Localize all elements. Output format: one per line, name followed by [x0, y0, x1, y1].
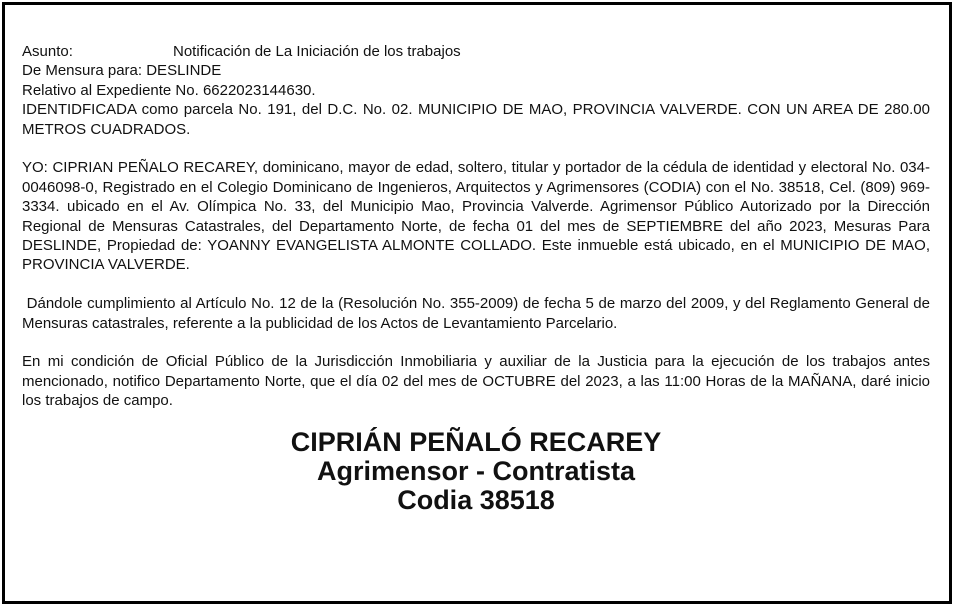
expediente-line: Relativo al Expediente No. 6622023144630.: [22, 81, 316, 99]
paragraph-compliance: [22, 294, 930, 333]
signature-title: Agrimensor - Contratista: [316, 455, 636, 486]
signature-codia: Codia 38518: [397, 484, 555, 515]
asunto-line: [22, 42, 930, 61]
mensura-line: De Mensura para: DESLINDE: [22, 62, 222, 80]
asunto-label: Asunto:: [22, 43, 73, 60]
notice-content: [22, 42, 930, 515]
signature-name: CIPRIÁN PEÑALÓ RECAREY: [290, 426, 662, 457]
paragraph-notification: En mi condición de Oficial Público de la Jurisdicción Inmobiliaria y auxiliar de la Justicia para la ejecución de los trabajos antes mencionado, notifico Departamento Norte, que el día 02 del mes de OCTUBRE del 2023, a las 11:00 Horas de la MAÑANA, daré inicio los trabajos de campo.: [22, 353, 930, 410]
parcela-line: IDENTIDFICADA como parcela No. 191, del D.C. No. 02. MUNICIPIO DE MAO, PROVINCIA VALVERDE. CON UN AREA DE 280.00 METROS CUADRADOS.: [22, 101, 930, 138]
paragraph-compliance-text: Dándole cumplimiento al Artículo No. 12 de la (Resolución No. 355-2009) de fecha 5 de marzo del 2009, y del Reglamento General de Mensuras catastrales, referente a la publicidad de los Actos de Levantamiento Parcelario.: [22, 295, 930, 332]
signature-block: [22, 428, 930, 515]
paragraph-declarant: YO: CIPRIAN PEÑALO RECAREY, dominicano, mayor de edad, soltero, titular y portador de la cédula de identidad y electoral No. 034-0046098-0, Registrado en el Colegio Dominicano de Ingenieros, Arquitectos y Agrimensores (CODIA) con el No. 38518, Cel. (809) 969-3334. ubicado en el Av. Olímpica No. 33, del Municipio Mao, Provincia Valverde. Agrimensor Público Autorizado por la Dirección Regional de Mensuras Catastrales, del Departamento Norte, de fecha 01 del mes de SEPTIEMBRE del año 2023, Mesuras Para DESLINDE, Propiedad de: YOANNY EVANGELISTA ALMONTE COLLADO. Este inmueble está ubicado, en el MUNICIPIO DE MAO, PROVINCIA VALVERDE.: [22, 159, 930, 274]
notice-border: [2, 2, 952, 604]
asunto-value: Notificación de La Iniciación de los trabajos: [173, 43, 461, 60]
